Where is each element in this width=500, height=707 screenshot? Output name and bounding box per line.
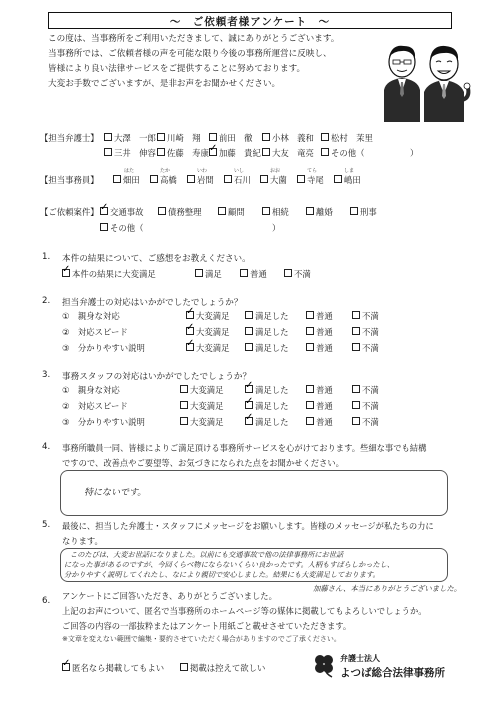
- checkbox-checked[interactable]: [186, 343, 194, 351]
- rating-option[interactable]: 普通: [306, 384, 333, 396]
- rating-option[interactable]: 普通: [306, 326, 333, 338]
- checkbox-checked[interactable]: [209, 148, 217, 156]
- ruby: てら: [307, 168, 318, 174]
- q1-option[interactable]: 満足: [195, 268, 222, 280]
- staff-option[interactable]: 畑田: [113, 174, 140, 186]
- checkbox[interactable]: [180, 417, 188, 425]
- checkbox-checked[interactable]: [62, 663, 70, 671]
- checkbox[interactable]: [157, 148, 165, 156]
- checkbox-checked[interactable]: [62, 269, 70, 277]
- checkbox[interactable]: [321, 133, 329, 141]
- rating-option[interactable]: 満足した: [245, 342, 289, 354]
- checkbox[interactable]: [224, 175, 232, 183]
- intro-line: 大変お手数でございますが、是非お声をお聞かせください。: [48, 79, 281, 89]
- staff-option[interactable]: 高橋: [150, 174, 177, 186]
- lawyer-option[interactable]: 大友 竜亮: [262, 147, 314, 159]
- rating-option[interactable]: ✓ 大変満足: [186, 342, 230, 354]
- rating-option[interactable]: 普通: [306, 400, 333, 412]
- question-text-cont: ですので、改善点やご要望等、お気づきになられた点をお聞かせください。: [62, 458, 344, 468]
- lawyer-option[interactable]: 佐藤 寿康: [157, 147, 209, 159]
- q1-option[interactable]: ✓本件の結果に大変満足: [62, 268, 156, 280]
- checkbox[interactable]: [180, 663, 188, 671]
- checkbox[interactable]: [334, 175, 342, 183]
- lawyer-option[interactable]: ✓ 加藤 貴紀: [209, 147, 261, 159]
- lawyer-option[interactable]: 大澤 一郎: [104, 132, 156, 144]
- q6-note: ※文章を変えない範囲で編集・要約させていただく場合がありますのでご了承ください。: [62, 635, 341, 643]
- checkbox[interactable]: [352, 385, 360, 393]
- lawyer-option[interactable]: 松村 茉里: [321, 132, 373, 144]
- rating-option[interactable]: 普通: [306, 342, 333, 354]
- checkbox[interactable]: [157, 133, 165, 141]
- checkbox[interactable]: [180, 385, 188, 393]
- checkbox[interactable]: [180, 401, 188, 409]
- checkbox[interactable]: [104, 148, 112, 156]
- lawyer-section-label: 【担当弁護士】: [40, 133, 99, 143]
- staff-option[interactable]: 寺尾: [297, 174, 324, 186]
- q2-row-label: ③ 分かりやすい説明: [62, 343, 145, 353]
- q1-option[interactable]: 不満: [284, 268, 311, 280]
- q3-row-label: ① 親身な対応: [62, 385, 120, 395]
- checkbox[interactable]: [187, 175, 195, 183]
- checkbox-checked[interactable]: [186, 327, 194, 335]
- checkbox[interactable]: [306, 207, 314, 215]
- q6-option[interactable]: 掲載は控えて欲しい: [180, 662, 265, 674]
- question-text-cont: ご回答の内容の一部抜粋またはアンケート用紙ごと載せさせていただきます。: [62, 621, 352, 631]
- checkbox[interactable]: [352, 327, 360, 335]
- ruby: いし: [234, 168, 245, 174]
- checkbox[interactable]: [352, 417, 360, 425]
- q5-answer-line: になった事があるのですが、今回くらべ物にならないくらい良かったです。人柄もすばらしかったし、: [64, 560, 395, 569]
- q5-answer-line: 分かりやすく説明してくれたし、なにより親切で安心しました。結果にも大変満足しております。: [64, 570, 380, 579]
- q6-option[interactable]: ✓匿名なら掲載してもよい: [62, 662, 164, 674]
- rating-option[interactable]: 大変満足: [180, 384, 224, 396]
- case-option[interactable]: ✓ 交通事故: [100, 206, 144, 218]
- lawyer-other-close: ）: [410, 148, 419, 158]
- staff-option[interactable]: 大薗: [260, 174, 287, 186]
- rating-option[interactable]: 大変満足: [180, 400, 224, 412]
- rating-option[interactable]: 満足した: [245, 310, 289, 322]
- rating-option[interactable]: 大変満足: [180, 416, 224, 428]
- rating-option[interactable]: 不満: [352, 416, 379, 428]
- question-number: 2.: [42, 296, 51, 306]
- checkbox[interactable]: [350, 207, 358, 215]
- survey-title: ～ ご依頼者様アンケート ～: [169, 16, 331, 28]
- case-option[interactable]: 相続: [262, 206, 289, 218]
- intro-line: 当事務所では、ご依頼者様の声を可能な限り今後の事務所運営に反映し、: [48, 49, 332, 59]
- checkbox[interactable]: [284, 269, 292, 277]
- staff-section-label: 【担当事務員】: [40, 175, 99, 185]
- checkbox[interactable]: [218, 207, 226, 215]
- question-text: アンケートにご回答いただき、ありがとうございました。: [62, 591, 277, 601]
- lawyer-option[interactable]: 川崎 翔: [157, 132, 201, 144]
- rating-option[interactable]: 不満: [352, 400, 379, 412]
- rating-option[interactable]: 不満: [352, 326, 379, 338]
- checkbox[interactable]: [260, 175, 268, 183]
- checkbox[interactable]: [321, 148, 329, 156]
- intro-line: この度は、当事務所をご利用いただきまして、誠にありがとうございます。: [48, 34, 340, 44]
- q5-answer-extra: 加藤さん、本当にありがとうございました。: [313, 584, 462, 593]
- checkbox[interactable]: [150, 175, 158, 183]
- q3-row-label: ③ 分かりやすい説明: [62, 417, 145, 427]
- checkbox[interactable]: [306, 401, 314, 409]
- case-section-label: 【ご依頼案件】: [40, 207, 99, 217]
- checkbox[interactable]: [306, 385, 314, 393]
- rating-option[interactable]: 満足した: [245, 326, 289, 338]
- question-number: 6.: [42, 596, 51, 606]
- ruby: しま: [344, 168, 355, 174]
- rating-option[interactable]: ✓ 満足した: [245, 416, 289, 428]
- rating-option[interactable]: 不満: [352, 310, 379, 322]
- checkbox[interactable]: [240, 269, 248, 277]
- question-text-cont: なります。: [62, 536, 103, 546]
- checkbox[interactable]: [113, 175, 121, 183]
- lawyer-option[interactable]: 前田 徹: [209, 132, 253, 144]
- q2-row-label: ② 対応スピード: [62, 327, 128, 337]
- q2-row-label: ① 親身な対応: [62, 311, 120, 321]
- ruby: おお: [270, 168, 281, 174]
- firm-name: よつば総合法律事務所: [340, 667, 445, 679]
- case-option[interactable]: 債務整理: [158, 206, 202, 218]
- checkbox[interactable]: [245, 311, 253, 319]
- checkbox[interactable]: [100, 223, 108, 231]
- checkbox-checked[interactable]: [186, 311, 194, 319]
- lawyer-option[interactable]: その他（: [321, 147, 365, 159]
- question-text: 最後に、担当した弁護士・スタッフにメッセージをお願いします。皆様のメッセージが私たちの力に: [62, 521, 434, 531]
- checkbox[interactable]: [352, 311, 360, 319]
- checkbox-checked[interactable]: [245, 417, 253, 425]
- lawyers-illustration: [378, 40, 473, 122]
- checkbox[interactable]: [158, 207, 166, 215]
- q3-row-label: ② 対応スピード: [62, 401, 128, 411]
- rating-option[interactable]: ✓ 満足した: [245, 384, 289, 396]
- case-option[interactable]: 離婚: [306, 206, 333, 218]
- question-text: 本件の結果について、ご感想をお教えください。: [62, 254, 251, 264]
- checkbox[interactable]: [352, 401, 360, 409]
- question-number: 3.: [42, 370, 51, 380]
- rating-option[interactable]: 不満: [352, 342, 379, 354]
- checkbox[interactable]: [262, 207, 270, 215]
- question-text: 事務スタッフの対応はいかがでしたでしょうか？: [62, 372, 252, 382]
- survey-title-band: [48, 12, 452, 29]
- case-option[interactable]: 刑事: [350, 206, 377, 218]
- q5-answer-line: このたびは、大変お世話になりました。以前にも交通事故で他の法律事務所にお世話: [70, 550, 344, 559]
- rating-option[interactable]: 普通: [306, 310, 333, 322]
- checkbox[interactable]: [306, 311, 314, 319]
- intro-line: 皆様により良い法律サービスをご提供することに努めております。: [48, 64, 306, 74]
- ruby: たか: [160, 168, 171, 174]
- rating-option[interactable]: 普通: [306, 416, 333, 428]
- checkbox-checked[interactable]: [245, 401, 253, 409]
- q4-answer: 特にないです。: [84, 488, 147, 498]
- checkbox[interactable]: [352, 343, 360, 351]
- checkbox[interactable]: [297, 175, 305, 183]
- checkbox-checked[interactable]: [245, 385, 253, 393]
- question-text: 担当弁護士の対応はいかがでしたでしょうか？: [62, 298, 243, 308]
- lawyer-option[interactable]: 三井 伸容: [104, 147, 156, 159]
- checkbox-checked[interactable]: [100, 207, 108, 215]
- checkbox[interactable]: [306, 327, 314, 335]
- rating-option[interactable]: 不満: [352, 384, 379, 396]
- checkbox[interactable]: [262, 133, 270, 141]
- rating-option[interactable]: ✓ 大変満足: [186, 310, 230, 322]
- question-text-cont: 上記のお声について、匿名で当事務所のホームページ等の媒体に掲載してもよろしいでしょうか。: [62, 606, 427, 616]
- lawyer-option[interactable]: 小林 義和: [262, 132, 314, 144]
- checkbox[interactable]: [306, 417, 314, 425]
- staff-option[interactable]: 嶋田: [334, 174, 361, 186]
- case-other-close: ）: [272, 223, 281, 233]
- checkbox[interactable]: [306, 343, 314, 351]
- rating-option[interactable]: ✓ 大変満足: [186, 326, 230, 338]
- staff-option[interactable]: 岩間: [187, 174, 214, 186]
- ruby: いわ: [197, 168, 208, 174]
- question-text: 事務所職員一同、皆様によりご満足頂ける事務所サービスを心がけております。些細な事でも結構: [62, 443, 427, 453]
- checkbox[interactable]: [104, 133, 112, 141]
- ruby: はた: [124, 168, 135, 174]
- question-number: 5.: [42, 520, 51, 530]
- question-number: 1.: [42, 252, 51, 262]
- case-option[interactable]: 顧問: [218, 206, 245, 218]
- q1-option[interactable]: 普通: [240, 268, 267, 280]
- checkbox[interactable]: [195, 269, 203, 277]
- checkbox[interactable]: [245, 327, 253, 335]
- staff-option[interactable]: 石川: [224, 174, 251, 186]
- clover-logo-icon: [310, 652, 338, 678]
- checkbox[interactable]: [209, 133, 217, 141]
- question-number: 4.: [42, 442, 51, 452]
- checkbox[interactable]: [262, 148, 270, 156]
- case-option[interactable]: その他（: [100, 222, 144, 234]
- intro-text: [48, 32, 339, 92]
- rating-option[interactable]: ✓ 満足した: [245, 400, 289, 412]
- firm-type: 弁護士法人: [340, 654, 380, 663]
- checkbox[interactable]: [245, 343, 253, 351]
